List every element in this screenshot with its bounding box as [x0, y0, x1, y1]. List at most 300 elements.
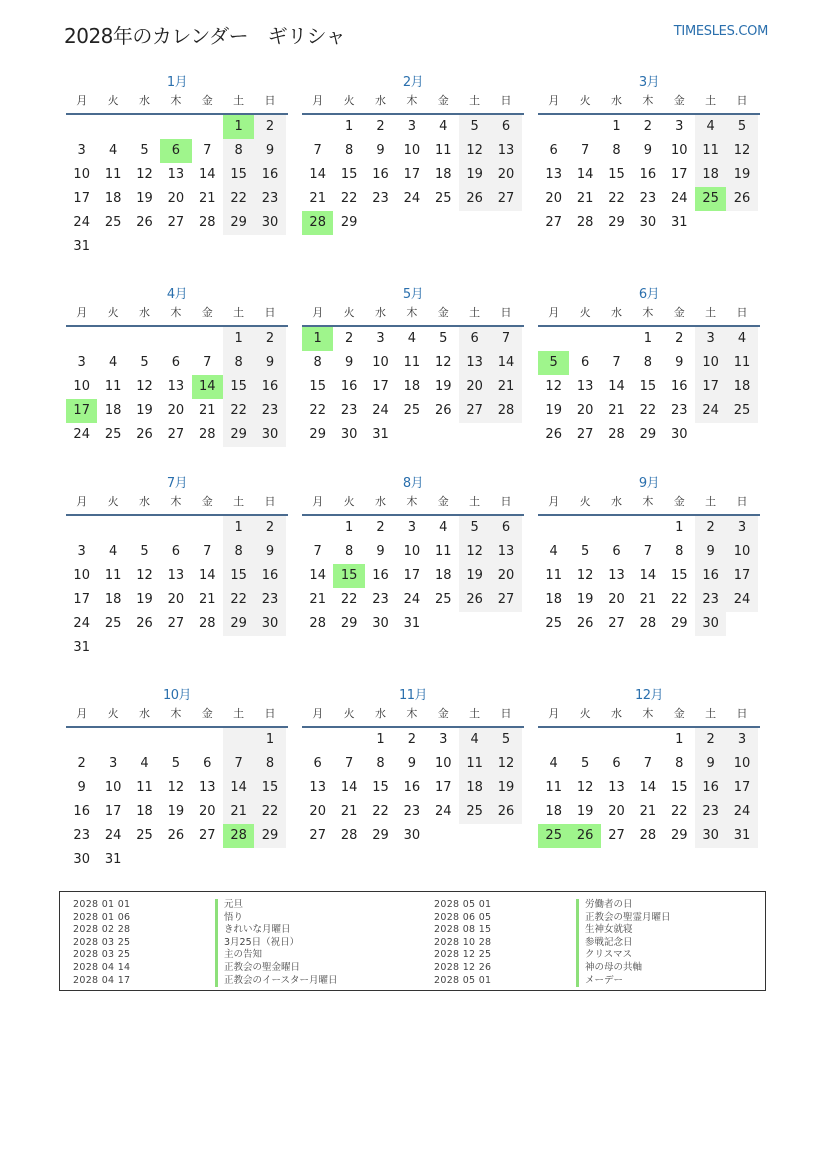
day-cell: 29: [372, 828, 389, 843]
day-cell: 20: [167, 403, 185, 418]
weekday-label: 日: [736, 306, 748, 319]
day-cell: 15: [254, 776, 285, 800]
day-cell: 14: [340, 780, 358, 795]
day-cell: 23: [695, 588, 726, 612]
month-name: 8月: [402, 476, 424, 491]
day-cell: 4: [108, 355, 118, 370]
day-cell: 21: [608, 403, 625, 418]
day-cell: 30: [695, 612, 726, 636]
day-cell: 10: [695, 351, 726, 375]
day-cell: 3: [407, 520, 416, 535]
empty-cell: [97, 516, 128, 540]
day-cell: 7: [203, 143, 212, 158]
day-cell: 9: [344, 355, 354, 370]
day-cell: 17: [403, 568, 421, 583]
weekday-header: [538, 93, 760, 115]
weekday-label: 水: [138, 707, 150, 720]
day-cell: 11: [104, 167, 122, 182]
day-cell: 6: [612, 756, 621, 771]
day-cell: 9: [254, 139, 285, 163]
day-cell: 8: [313, 355, 322, 370]
day-cell: 25: [136, 828, 153, 843]
day-cell: 17: [670, 167, 688, 182]
day-cell: 14: [576, 167, 594, 182]
day-cell: 19: [576, 592, 594, 607]
day-cell: 8: [376, 756, 385, 771]
holiday-date: 2028 12 26: [434, 961, 492, 973]
day-cell: 12: [459, 139, 490, 163]
weekday-header: [302, 706, 524, 728]
day-cell: 6: [549, 143, 558, 158]
day-cell: 2: [376, 520, 385, 535]
day-cell: 3: [77, 355, 86, 370]
day-cell: 18: [104, 191, 122, 206]
holiday-marker: [215, 975, 218, 988]
day-cell: 30: [254, 612, 285, 636]
day-cell: 18: [434, 167, 452, 182]
weekday-label: 火: [579, 707, 591, 720]
day-grid: [302, 327, 524, 447]
weekday-label: 日: [264, 495, 276, 508]
empty-cell: [459, 824, 490, 848]
day-cell: 2: [254, 516, 285, 540]
weekday-header: [66, 494, 288, 516]
empty-cell: [695, 211, 726, 235]
day-cell: 26: [726, 187, 757, 211]
month-calendar: [66, 474, 288, 660]
day-cell: 24: [73, 215, 90, 230]
day-cell: 15: [670, 568, 688, 583]
day-cell: 18: [136, 804, 153, 819]
empty-cell: [129, 327, 160, 351]
day-cell: 27: [490, 187, 521, 211]
day-cell: 27: [576, 427, 594, 442]
empty-cell: [632, 728, 663, 752]
holiday-date: 2028 04 14: [73, 961, 131, 973]
day-cell: 23: [670, 403, 688, 418]
day-cell: 10: [726, 752, 757, 776]
day-cell: 30: [372, 616, 389, 631]
day-cell: 10: [726, 540, 757, 564]
day-cell: 21: [490, 375, 521, 399]
empty-cell: [459, 211, 490, 235]
day-cell: 2: [695, 516, 726, 540]
weekday-label: 日: [736, 94, 748, 107]
day-cell: 20: [167, 191, 185, 206]
day-cell: 10: [434, 756, 452, 771]
day-cell: 19: [136, 403, 153, 418]
day-cell: 29: [223, 612, 254, 636]
weekday-label: 月: [76, 306, 88, 319]
day-cell: 5: [490, 728, 521, 752]
empty-cell: [695, 423, 726, 447]
month-name: 11月: [398, 688, 428, 703]
empty-cell: [396, 423, 427, 447]
holiday-name: 悟り: [224, 911, 244, 923]
day-cell: 24: [403, 592, 421, 607]
weekday-label: 木: [406, 707, 418, 720]
weekday-label: 木: [642, 306, 654, 319]
day-cell: 26: [569, 824, 600, 848]
empty-cell: [726, 612, 757, 636]
day-cell: 1: [223, 516, 254, 540]
empty-cell: [192, 728, 223, 752]
day-cell: 22: [670, 804, 688, 819]
day-cell: 16: [73, 804, 90, 819]
weekday-label: 水: [610, 306, 622, 319]
month-name: 2月: [402, 75, 424, 90]
day-cell: 21: [309, 191, 326, 206]
holiday-marker: [576, 937, 579, 950]
day-grid: [538, 516, 760, 636]
holiday-marker: [576, 899, 579, 912]
day-cell: 7: [643, 544, 652, 559]
day-cell: 19: [434, 379, 452, 394]
day-cell: 1: [302, 327, 333, 351]
day-cell: 23: [254, 187, 285, 211]
day-cell: 5: [580, 544, 590, 559]
day-cell: 22: [372, 804, 389, 819]
day-cell: 19: [490, 776, 521, 800]
empty-cell: [490, 423, 521, 447]
day-cell: 2: [643, 119, 652, 134]
weekday-label: 月: [76, 495, 88, 508]
day-cell: 12: [576, 780, 594, 795]
day-cell: 22: [670, 592, 688, 607]
day-cell: 5: [171, 756, 180, 771]
day-cell: 7: [203, 355, 212, 370]
weekday-label: 月: [548, 94, 560, 107]
day-cell: 6: [313, 756, 322, 771]
day-cell: 8: [344, 544, 354, 559]
day-cell: 5: [140, 143, 149, 158]
day-cell: 30: [670, 427, 688, 442]
day-cell: 2: [407, 732, 416, 747]
empty-cell: [254, 235, 285, 259]
day-cell: 21: [198, 191, 216, 206]
holiday-date: 2028 03 25: [73, 949, 131, 961]
weekday-label: 水: [374, 94, 386, 107]
day-cell: 16: [254, 564, 285, 588]
weekday-label: 土: [469, 495, 481, 508]
holiday-date: 2028 01 06: [73, 911, 131, 923]
day-cell: 18: [104, 403, 122, 418]
day-cell: 15: [372, 780, 389, 795]
day-cell: 24: [434, 804, 452, 819]
empty-cell: [569, 115, 600, 139]
month-name: 1月: [166, 75, 188, 90]
weekday-label: 火: [343, 306, 355, 319]
day-cell: 4: [726, 327, 757, 351]
empty-cell: [302, 516, 333, 540]
day-cell: 22: [340, 191, 358, 206]
weekday-header: [66, 305, 288, 327]
day-cell: 7: [344, 756, 354, 771]
weekday-label: 月: [312, 495, 324, 508]
day-cell: 29: [254, 824, 285, 848]
holiday-name: 主の告知: [224, 949, 263, 961]
day-cell: 20: [576, 403, 594, 418]
day-cell: 18: [459, 776, 490, 800]
empty-cell: [726, 211, 757, 235]
day-cell: 25: [403, 403, 421, 418]
day-cell: 31: [372, 427, 389, 442]
weekday-label: 金: [437, 495, 449, 508]
weekday-label: 金: [437, 707, 449, 720]
empty-cell: [428, 612, 459, 636]
empty-cell: [192, 848, 223, 872]
empty-cell: [160, 327, 191, 351]
day-cell: 14: [639, 780, 657, 795]
day-cell: 22: [223, 399, 254, 423]
day-cell: 16: [254, 375, 285, 399]
weekday-label: 日: [264, 94, 276, 107]
holiday-date: 2028 04 17: [73, 974, 131, 986]
day-cell: 20: [167, 592, 185, 607]
day-cell: 3: [108, 756, 118, 771]
weekday-label: 水: [138, 94, 150, 107]
day-cell: 16: [670, 379, 688, 394]
empty-cell: [192, 115, 223, 139]
day-cell: 14: [608, 379, 625, 394]
weekday-label: 土: [469, 94, 481, 107]
day-cell: 19: [576, 804, 594, 819]
day-cell: 12: [136, 379, 153, 394]
weekday-label: 水: [610, 94, 622, 107]
holiday-row: [60, 912, 338, 925]
day-cell: 4: [140, 756, 149, 771]
weekday-label: 月: [312, 306, 324, 319]
day-cell: 9: [675, 355, 684, 370]
day-cell: 13: [576, 379, 594, 394]
weekday-label: 金: [201, 94, 213, 107]
empty-cell: [569, 327, 600, 351]
day-cell: 10: [104, 780, 122, 795]
day-cell: 20: [198, 804, 216, 819]
holiday-row: [421, 924, 671, 937]
day-cell: 16: [254, 163, 285, 187]
day-cell: 18: [434, 568, 452, 583]
empty-cell: [333, 728, 364, 752]
weekday-label: 金: [437, 306, 449, 319]
day-cell: 1: [675, 520, 684, 535]
holiday-row: [421, 962, 671, 975]
empty-cell: [302, 115, 333, 139]
day-cell: 13: [309, 780, 326, 795]
day-cell: 29: [608, 215, 625, 230]
day-cell: 21: [309, 592, 326, 607]
day-cell: 28: [608, 427, 625, 442]
day-cell: 9: [254, 540, 285, 564]
day-cell: 22: [639, 403, 657, 418]
weekday-label: 火: [107, 707, 119, 720]
day-cell: 4: [108, 544, 118, 559]
empty-cell: [129, 115, 160, 139]
weekday-label: 金: [673, 306, 685, 319]
day-cell: 3: [77, 544, 86, 559]
day-cell: 28: [223, 824, 254, 848]
weekday-label: 木: [406, 495, 418, 508]
day-cell: 25: [695, 187, 726, 211]
day-cell: 28: [309, 616, 326, 631]
day-cell: 23: [254, 588, 285, 612]
holiday-date: 2028 10 28: [434, 936, 492, 948]
weekday-label: 金: [437, 94, 449, 107]
month-calendar: [302, 285, 524, 447]
weekday-label: 火: [579, 306, 591, 319]
month-calendar: [538, 474, 760, 636]
day-cell: 18: [403, 379, 421, 394]
day-cell: 11: [459, 752, 490, 776]
weekday-label: 月: [76, 94, 88, 107]
day-cell: 17: [73, 592, 90, 607]
weekday-label: 木: [642, 495, 654, 508]
day-cell: 10: [670, 143, 688, 158]
holiday-name: 正教会の聖金曜日: [224, 961, 301, 973]
holiday-marker: [215, 899, 218, 912]
holiday-row: [421, 949, 671, 962]
day-grid: [538, 115, 760, 235]
day-cell: 11: [726, 351, 757, 375]
day-cell: 23: [403, 804, 421, 819]
day-cell: 15: [309, 379, 326, 394]
month-calendar: [302, 474, 524, 636]
day-cell: 13: [545, 167, 562, 182]
day-cell: 3: [407, 119, 416, 134]
holiday-name: メーデー: [585, 974, 624, 986]
day-cell: 17: [726, 776, 757, 800]
day-cell: 17: [73, 191, 90, 206]
empty-cell: [192, 636, 223, 660]
day-cell: 22: [254, 800, 285, 824]
weekday-header: [302, 93, 524, 115]
empty-cell: [66, 516, 97, 540]
empty-cell: [160, 235, 191, 259]
day-cell: 28: [198, 215, 216, 230]
day-cell: 9: [254, 351, 285, 375]
day-cell: 24: [726, 800, 757, 824]
day-cell: 11: [545, 780, 562, 795]
weekday-label: 火: [579, 495, 591, 508]
day-cell: 14: [490, 351, 521, 375]
empty-cell: [396, 211, 427, 235]
month-calendar: [66, 686, 288, 872]
day-cell: 8: [643, 355, 652, 370]
month-calendar: [302, 73, 524, 235]
day-cell: 13: [608, 568, 625, 583]
day-cell: 22: [309, 403, 326, 418]
empty-cell: [254, 848, 285, 872]
weekday-label: 日: [500, 707, 512, 720]
day-cell: 28: [302, 211, 333, 235]
weekday-header: [538, 305, 760, 327]
day-cell: 2: [695, 728, 726, 752]
weekday-label: 木: [406, 306, 418, 319]
day-cell: 21: [639, 592, 657, 607]
day-cell: 29: [223, 211, 254, 235]
holiday-row: [60, 949, 338, 962]
day-cell: 8: [223, 540, 254, 564]
site-brand-link[interactable]: TIMESLES.COM: [673, 24, 768, 39]
month-name: 5月: [402, 287, 424, 302]
day-cell: 27: [309, 828, 326, 843]
weekday-header: [302, 494, 524, 516]
weekday-label: 木: [406, 94, 418, 107]
day-cell: 25: [538, 824, 569, 848]
empty-cell: [129, 516, 160, 540]
day-cell: 31: [403, 616, 421, 631]
weekday-label: 日: [500, 306, 512, 319]
weekday-label: 土: [469, 707, 481, 720]
weekday-label: 水: [374, 495, 386, 508]
weekday-label: 土: [233, 495, 245, 508]
day-cell: 10: [73, 568, 90, 583]
day-cell: 1: [675, 732, 684, 747]
holiday-marker: [576, 962, 579, 975]
holiday-name: 生神女就寝: [585, 924, 633, 936]
weekday-label: 水: [610, 707, 622, 720]
day-cell: 6: [459, 327, 490, 351]
day-cell: 27: [198, 828, 216, 843]
day-cell: 4: [407, 331, 416, 346]
empty-cell: [223, 848, 254, 872]
weekday-label: 木: [170, 306, 182, 319]
weekday-label: 日: [736, 707, 748, 720]
empty-cell: [97, 327, 128, 351]
weekday-label: 火: [343, 495, 355, 508]
weekday-label: 月: [76, 707, 88, 720]
day-cell: 25: [434, 592, 452, 607]
holiday-row: [60, 937, 338, 950]
day-cell: 15: [608, 167, 625, 182]
empty-cell: [97, 115, 128, 139]
day-cell: 8: [254, 752, 285, 776]
day-cell: 28: [198, 616, 216, 631]
weekday-label: 木: [642, 94, 654, 107]
day-cell: 13: [490, 540, 521, 564]
holiday-marker: [215, 912, 218, 925]
day-cell: 7: [643, 756, 652, 771]
day-cell: 9: [695, 540, 726, 564]
empty-cell: [459, 423, 490, 447]
day-cell: 15: [223, 375, 254, 399]
day-cell: 11: [434, 544, 452, 559]
day-grid: [538, 728, 760, 848]
empty-cell: [538, 728, 569, 752]
day-cell: 18: [104, 592, 122, 607]
day-cell: 19: [545, 403, 562, 418]
holiday-marker: [576, 975, 579, 988]
weekday-label: 土: [233, 306, 245, 319]
day-cell: 18: [545, 592, 562, 607]
day-cell: 4: [695, 115, 726, 139]
holiday-marker: [576, 949, 579, 962]
empty-cell: [459, 612, 490, 636]
day-cell: 4: [439, 520, 448, 535]
empty-cell: [66, 327, 97, 351]
day-cell: 17: [104, 804, 122, 819]
empty-cell: [601, 327, 632, 351]
empty-cell: [97, 728, 128, 752]
day-cell: 31: [73, 640, 90, 655]
day-cell: 6: [171, 544, 180, 559]
weekday-label: 木: [170, 94, 182, 107]
day-cell: 26: [459, 588, 490, 612]
holiday-name: クリスマス: [585, 949, 633, 961]
day-cell: 26: [167, 828, 185, 843]
day-cell: 5: [439, 331, 448, 346]
empty-cell: [192, 235, 223, 259]
